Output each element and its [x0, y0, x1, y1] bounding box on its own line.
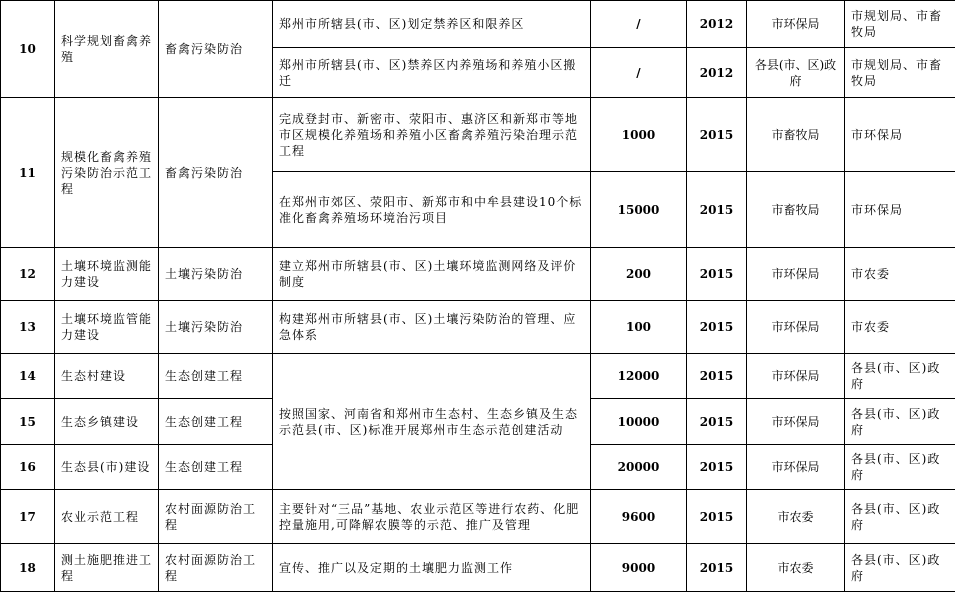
project-category: 农村面源防治工程 — [159, 490, 273, 544]
lead-unit: 市环保局 — [747, 1, 845, 48]
investment: 100 — [591, 301, 687, 354]
project-category: 畜禽污染防治 — [159, 98, 273, 248]
project-category: 生态创建工程 — [159, 354, 273, 399]
project-content: 构建郑州市所辖县(市、区)土壤污染防治的管理、应急体系 — [273, 301, 591, 354]
project-content: 在郑州市郊区、荥阳市、新郑市和中牟县建设10个标准化畜禽养殖场环境治污项目 — [273, 172, 591, 248]
cooperating-unit: 各县(市、区)政府 — [845, 445, 955, 490]
cooperating-unit: 市环保局 — [845, 98, 955, 172]
project-category: 生态创建工程 — [159, 399, 273, 445]
row-number: 10 — [1, 1, 55, 98]
cooperating-unit: 市农委 — [845, 248, 955, 301]
investment: 1000 — [591, 98, 687, 172]
project-name: 生态乡镇建设 — [55, 399, 159, 445]
completion-year: 2015 — [687, 172, 747, 248]
completion-year: 2015 — [687, 445, 747, 490]
completion-year: 2015 — [687, 354, 747, 399]
lead-unit: 市畜牧局 — [747, 172, 845, 248]
table-row — [1, 98, 955, 172]
investment: 200 — [591, 248, 687, 301]
lead-unit: 市环保局 — [747, 445, 845, 490]
project-content: 主要针对“三品”基地、农业示范区等进行农药、化肥控量施用,可降解农膜等的示范、推广及管理 — [273, 490, 591, 544]
row-number: 13 — [1, 301, 55, 354]
project-name: 农业示范工程 — [55, 490, 159, 544]
lead-unit: 市农委 — [747, 490, 845, 544]
table-row — [1, 490, 955, 544]
table-row — [1, 1, 955, 48]
row-number: 15 — [1, 399, 55, 445]
lead-unit: 市环保局 — [747, 248, 845, 301]
project-content: 郑州市所辖县(市、区)划定禁养区和限养区 — [273, 1, 591, 48]
row-number: 18 — [1, 544, 55, 592]
investment: 12000 — [591, 354, 687, 399]
project-name: 土壤环境监管能力建设 — [55, 301, 159, 354]
project-name: 测土施肥推进工程 — [55, 544, 159, 592]
cooperating-unit: 各县(市、区)政府 — [845, 490, 955, 544]
cooperating-unit: 市规划局、市畜牧局 — [845, 48, 955, 98]
project-category: 生态创建工程 — [159, 445, 273, 490]
row-number: 12 — [1, 248, 55, 301]
completion-year: 2015 — [687, 399, 747, 445]
cooperating-unit: 各县(市、区)政府 — [845, 544, 955, 592]
project-name: 科学规划畜禽养殖 — [55, 1, 159, 98]
lead-unit: 市农委 — [747, 544, 845, 592]
row-number: 17 — [1, 490, 55, 544]
project-category: 畜禽污染防治 — [159, 1, 273, 98]
project-content: 按照国家、河南省和郑州市生态村、生态乡镇及生态示范县(市、区)标准开展郑州市生态示范创建活动 — [273, 354, 591, 490]
table-row — [1, 354, 955, 399]
project-name: 生态村建设 — [55, 354, 159, 399]
investment: 15000 — [591, 172, 687, 248]
cooperating-unit: 市规划局、市畜牧局 — [845, 1, 955, 48]
lead-unit: 市环保局 — [747, 354, 845, 399]
investment: 20000 — [591, 445, 687, 490]
investment: / — [591, 1, 687, 48]
completion-year: 2015 — [687, 98, 747, 172]
table-row — [1, 248, 955, 301]
investment: 9000 — [591, 544, 687, 592]
project-category: 农村面源防治工程 — [159, 544, 273, 592]
cooperating-unit: 各县(市、区)政府 — [845, 399, 955, 445]
project-content: 建立郑州市所辖县(市、区)土壤环境监测网络及评价制度 — [273, 248, 591, 301]
completion-year: 2015 — [687, 544, 747, 592]
completion-year: 2015 — [687, 301, 747, 354]
completion-year: 2012 — [687, 48, 747, 98]
project-name: 土壤环境监测能力建设 — [55, 248, 159, 301]
table-row — [1, 544, 955, 592]
investment: 10000 — [591, 399, 687, 445]
completion-year: 2012 — [687, 1, 747, 48]
project-category: 土壤污染防治 — [159, 301, 273, 354]
investment: / — [591, 48, 687, 98]
project-content: 完成登封市、新密市、荥阳市、惠济区和新郑市等地市区规模化养殖场和养殖小区畜禽养殖污染治理示范工程 — [273, 98, 591, 172]
row-number: 14 — [1, 354, 55, 399]
lead-unit: 市环保局 — [747, 399, 845, 445]
lead-unit: 各县(市、区)政府 — [747, 48, 845, 98]
completion-year: 2015 — [687, 248, 747, 301]
row-number: 11 — [1, 98, 55, 248]
cooperating-unit: 各县(市、区)政府 — [845, 354, 955, 399]
investment: 9600 — [591, 490, 687, 544]
lead-unit: 市畜牧局 — [747, 98, 845, 172]
cooperating-unit: 市环保局 — [845, 172, 955, 248]
project-name: 规模化畜禽养殖污染防治示范工程 — [55, 98, 159, 248]
project-category: 土壤污染防治 — [159, 248, 273, 301]
project-content: 郑州市所辖县(市、区)禁养区内养殖场和养殖小区搬迁 — [273, 48, 591, 98]
project-content: 宣传、推广以及定期的土壤肥力监测工作 — [273, 544, 591, 592]
row-number: 16 — [1, 445, 55, 490]
cooperating-unit: 市农委 — [845, 301, 955, 354]
lead-unit: 市环保局 — [747, 301, 845, 354]
completion-year: 2015 — [687, 490, 747, 544]
table-row — [1, 301, 955, 354]
project-name: 生态县(市)建设 — [55, 445, 159, 490]
